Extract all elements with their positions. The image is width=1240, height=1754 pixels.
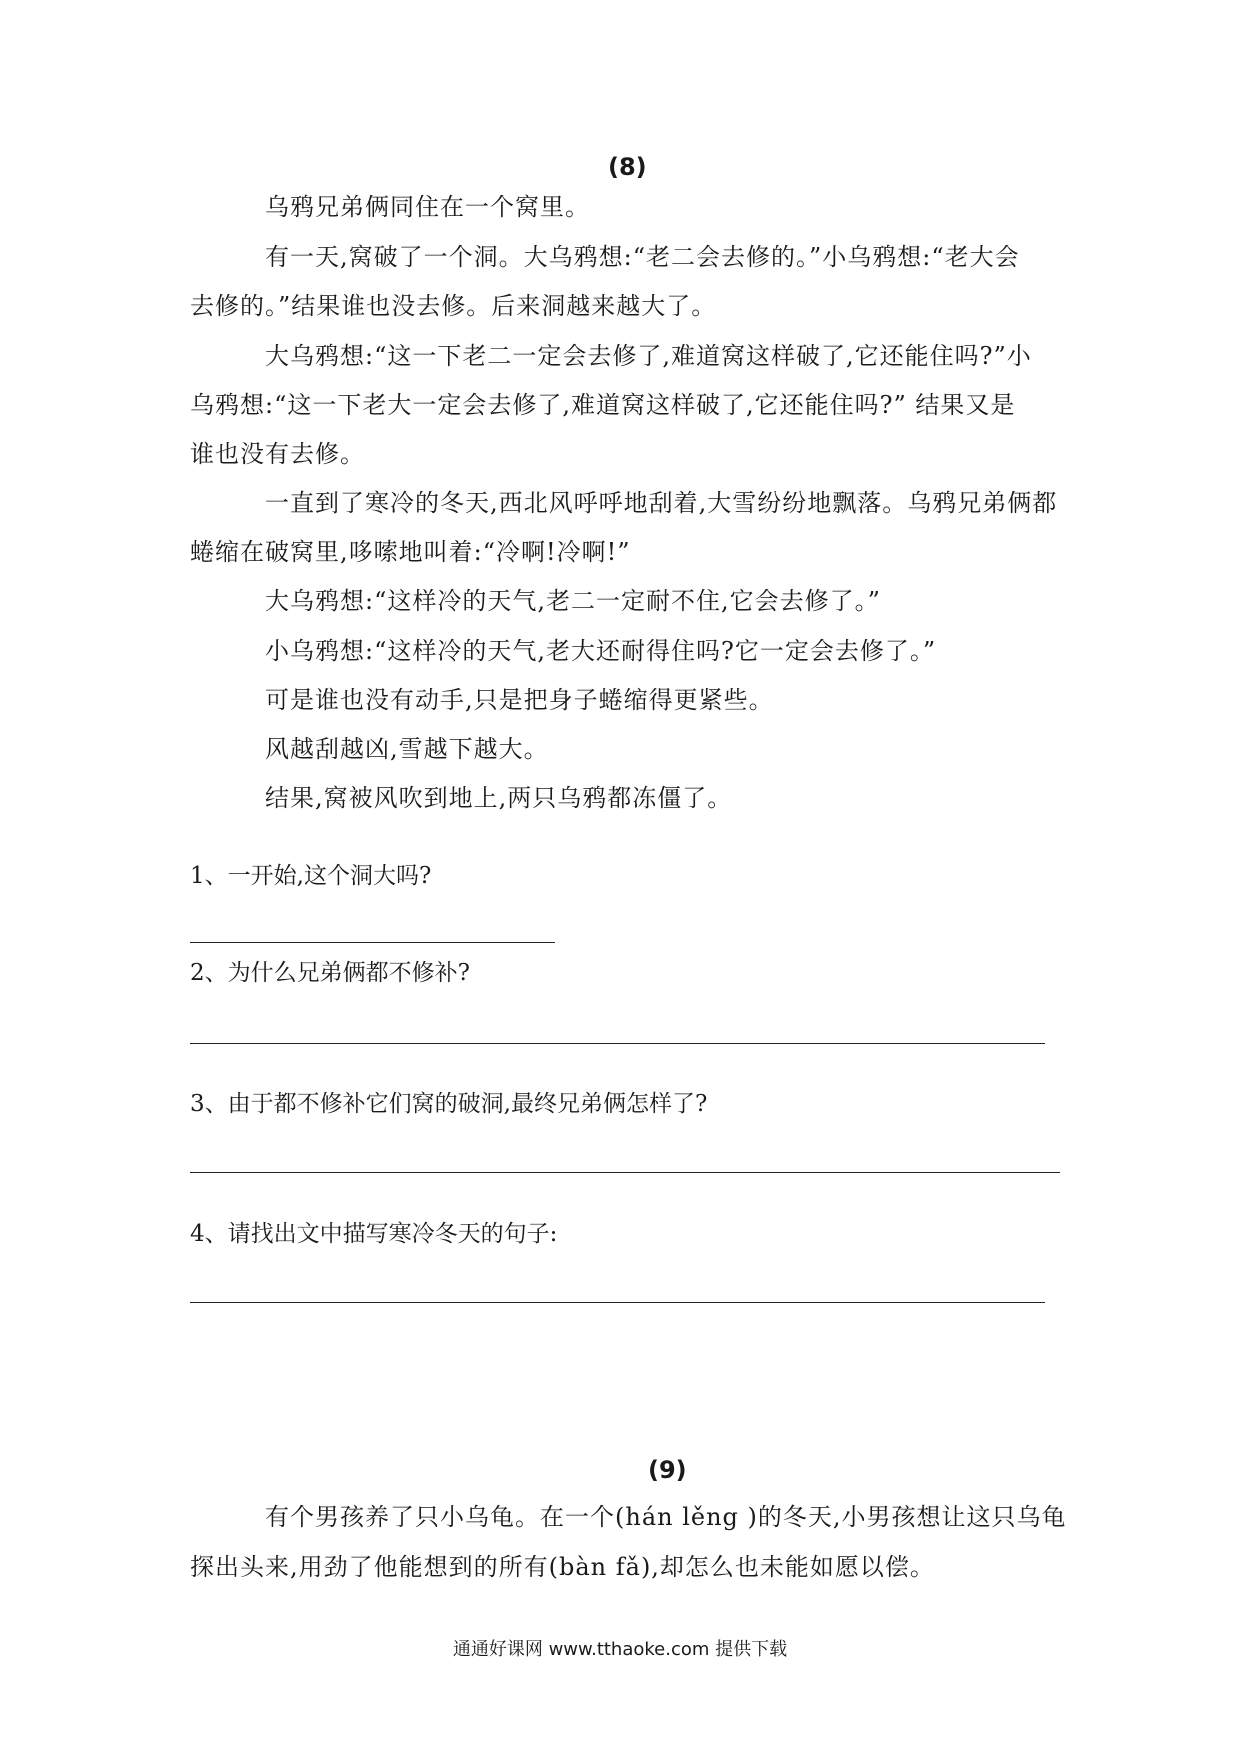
answer-line-1[interactable] [190, 942, 555, 943]
passage-8-line: 结果,窝被风吹到地上,两只乌鸦都冻僵了。 [265, 784, 733, 812]
answer-line-4[interactable] [190, 1302, 1045, 1303]
passage-8-line: 大乌鸦想:“这样冷的天气,老二一定耐不住,它会去修了。” [265, 587, 881, 615]
question-4: 4、请找出文中描写寒冷冬天的句子: [190, 1221, 558, 1247]
passage-9-heading: (9) [648, 1456, 687, 1484]
passage-8-line: 可是谁也没有动手,只是把身子蜷缩得更紧些。 [265, 686, 774, 714]
passage-8-heading: (8) [608, 153, 647, 181]
question-1: 1、一开始,这个洞大吗? [190, 863, 432, 889]
passage-8-line: 乌鸦兄弟俩同住在一个窝里。 [265, 193, 590, 221]
passage-9-line: 探出头来,用劲了他能想到的所有(bàn fǎ),却怎么也未能如愿以偿。 [190, 1553, 935, 1581]
passage-8-line: 乌鸦想:“这一下老大一定会去修了,难道窝这样破了,它还能住吗?” 结果又是 [190, 391, 1016, 419]
footer-text: 通通好课网 www.tthaoke.com 提供下载 [452, 1639, 788, 1660]
passage-9-line: 有个男孩养了只小乌龟。在一个(hán lěng )的冬天,小男孩想让这只乌龟 [265, 1503, 1067, 1531]
answer-line-2[interactable] [190, 1043, 1045, 1044]
passage-8-line: 一直到了寒冷的冬天,西北风呼呼地刮着,大雪纷纷地飘落。乌鸦兄弟俩都 [265, 489, 1058, 517]
passage-8-line: 谁也没有去修。 [190, 440, 365, 468]
question-2: 2、为什么兄弟俩都不修补? [190, 960, 470, 986]
passage-8-line: 小乌鸦想:“这样冷的天气,老大还耐得住吗?它一定会去修了。” [265, 637, 937, 665]
passage-8-line: 有一天,窝破了一个洞。大乌鸦想:“老二会去修的。”小乌鸦想:“老大会 [265, 243, 1020, 271]
question-3: 3、由于都不修补它们窝的破洞,最终兄弟俩怎样了? [190, 1091, 708, 1117]
passage-8-line: 风越刮越凶,雪越下越大。 [265, 735, 549, 763]
passage-8-line: 蜷缩在破窝里,哆嗦地叫着:“冷啊!冷啊!” [190, 538, 631, 566]
passage-8-line: 大乌鸦想:“这一下老二一定会去修了,难道窝这样破了,它还能住吗?”小 [265, 342, 1032, 370]
answer-line-3[interactable] [190, 1172, 1060, 1173]
passage-8-line: 去修的。”结果谁也没去修。后来洞越来越大了。 [190, 292, 717, 320]
